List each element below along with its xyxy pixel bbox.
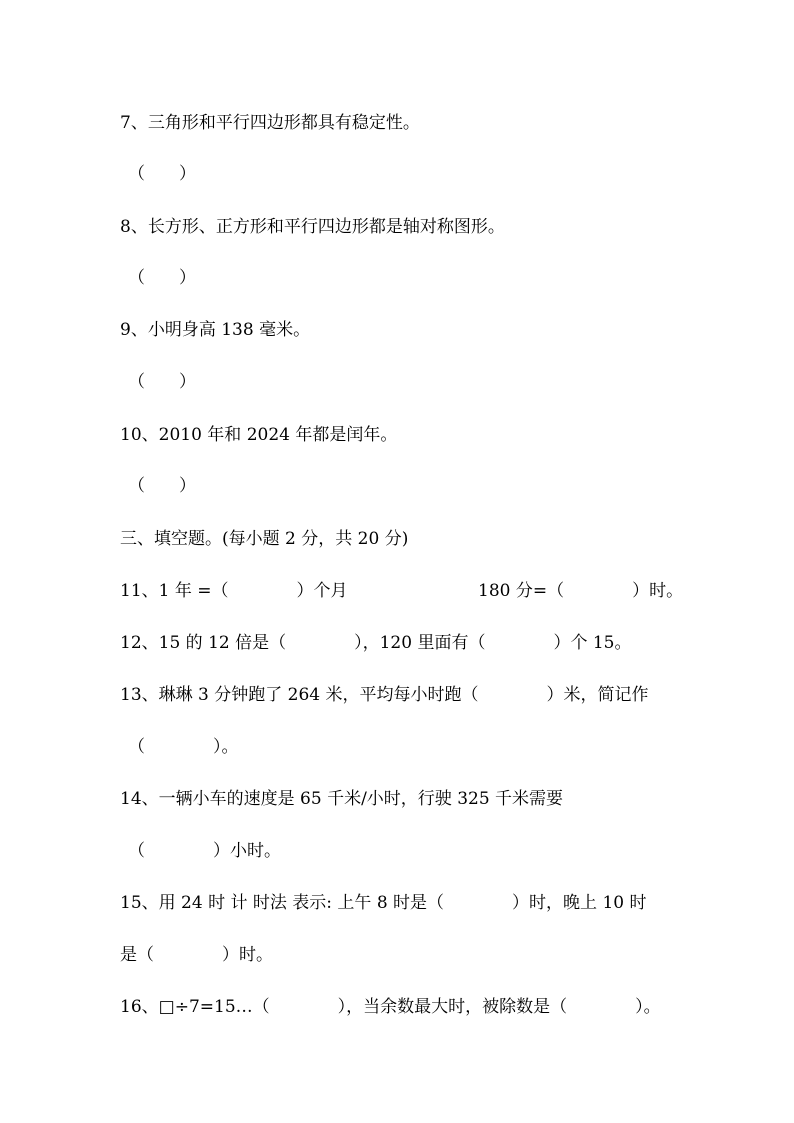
question-10: 10、2010 年和 2024 年都是闰年。 [120,425,398,445]
question-11-left: 11、1 年 =（ ）个月 [120,581,348,601]
section-3-heading: 三、填空题。(每小题 2 分，共 20 分) [120,529,409,549]
question-9-answer-blank[interactable]: （ ） [128,372,196,392]
question-10-answer-blank[interactable]: （ ） [128,476,196,496]
question-12: 12、15 的 12 倍是（ ），120 里面有（ ）个 15。 [120,633,632,653]
question-7: 7、三角形和平行四边形都具有稳定性。 [120,113,420,133]
question-8-answer-blank[interactable]: （ ） [128,268,196,288]
question-16: 16、□÷7=15…（ ），当余数最大时，被除数是（ ）。 [120,997,661,1017]
question-13-line-1: 13、琳琳 3 分钟跑了 264 米，平均每小时跑（ ）米，简记作 [120,685,649,705]
question-15-line-2: 是（ ）时。 [120,945,273,965]
question-9: 9、小明身高 138 毫米。 [120,320,311,340]
question-7-answer-blank[interactable]: （ ） [128,164,196,184]
question-15-line-1: 15、用 24 时 计 时法 表示: 上午 8 时是（ ）时，晚上 10 时 [120,893,647,913]
question-11-right: 180 分=（ ）时。 [478,581,684,601]
question-14-line-1: 14、一辆小车的速度是 65 千米/小时，行驶 325 千米需要 [120,789,564,809]
question-14-line-2: （ ）小时。 [128,841,281,861]
question-13-line-2: （ ）。 [128,737,239,757]
question-8: 8、长方形、正方形和平行四边形都是轴对称图形。 [120,217,505,237]
